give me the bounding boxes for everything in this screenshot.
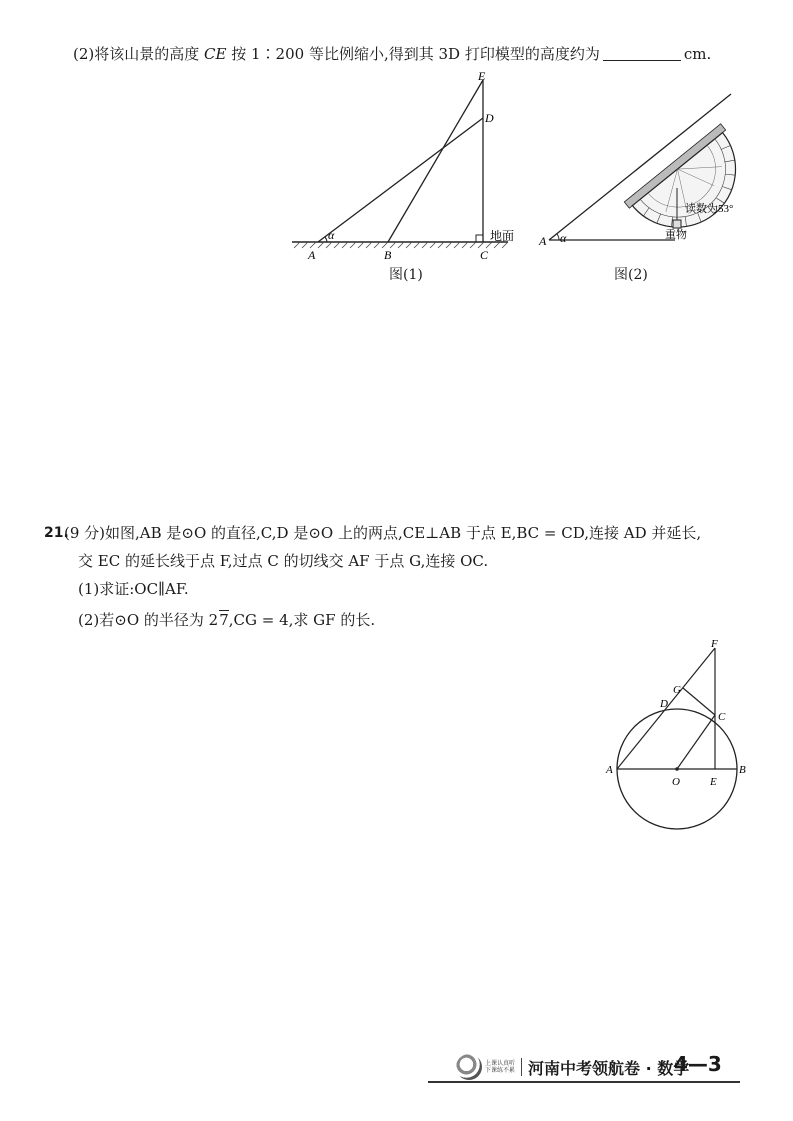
label-D: D	[485, 111, 494, 125]
label-D: D	[660, 698, 668, 710]
center-dot	[675, 767, 679, 771]
label-A: A	[606, 764, 613, 776]
protractor	[624, 124, 760, 252]
label-A-2: A	[539, 234, 547, 248]
label-F: F	[711, 638, 718, 650]
q20-part2-text: (2)将该山景的高度 CE 按 1∶200 等比例缩小,得到其 3D 打印模型的高度约为 cm.	[73, 45, 712, 63]
q21-part1: (1)求证:OC∥AF.	[78, 580, 189, 598]
segment-OC	[677, 715, 715, 769]
footer-separator	[521, 1058, 522, 1076]
figure-1-caption: 图(1)	[389, 267, 423, 283]
weight-block	[673, 220, 681, 228]
label-A: A	[308, 248, 316, 262]
label-ground: 地面	[490, 229, 515, 243]
label-B: B	[384, 248, 392, 262]
label-E: E	[478, 69, 486, 83]
footer-slogan: 上课认真听 下课练不累	[485, 1060, 516, 1074]
right-angle-mark	[476, 235, 483, 242]
answer-blank[interactable]	[603, 46, 681, 61]
ground-hatching	[294, 242, 508, 248]
page-number: 4—3	[674, 1052, 722, 1076]
figure-2-caption: 图(2)	[614, 267, 648, 283]
q21-part2: (2)若⊙O 的半径为 27,CG = 4,求 GF 的长.	[78, 611, 376, 629]
label-reading: 读数为53°	[685, 203, 734, 215]
q21-line2: 交 EC 的延长线于点 F,过点 C 的切线交 AF 于点 G,连接 OC.	[78, 552, 489, 570]
q21-number: 21.	[44, 525, 69, 541]
label-weight: 重物	[665, 229, 687, 241]
label-G: G	[673, 684, 681, 696]
figure-q21	[598, 632, 758, 832]
label-O: O	[672, 776, 680, 788]
label-C: C	[480, 248, 489, 262]
publisher-logo	[456, 1054, 482, 1080]
label-alpha: α	[328, 228, 335, 242]
segment-BE	[388, 80, 483, 242]
q21-line1: (9 分)如图,AB 是⊙O 的直径,C,D 是⊙O 上的两点,CE⊥AB 于点 E,BC = CD,连接 AD 并延长,	[64, 524, 702, 542]
label-B: B	[739, 764, 746, 776]
tangent-GC	[683, 688, 715, 715]
label-C: C	[718, 711, 726, 723]
figure-1	[280, 66, 520, 266]
footer-rule	[428, 1081, 740, 1083]
label-E: E	[710, 776, 717, 788]
footer-title: 河南中考领航卷 · 数学	[528, 1059, 690, 1078]
segment-AD	[318, 118, 483, 242]
alpha-arc-2	[557, 234, 559, 240]
figure-2	[535, 92, 760, 252]
label-alpha-2: α	[560, 231, 567, 245]
